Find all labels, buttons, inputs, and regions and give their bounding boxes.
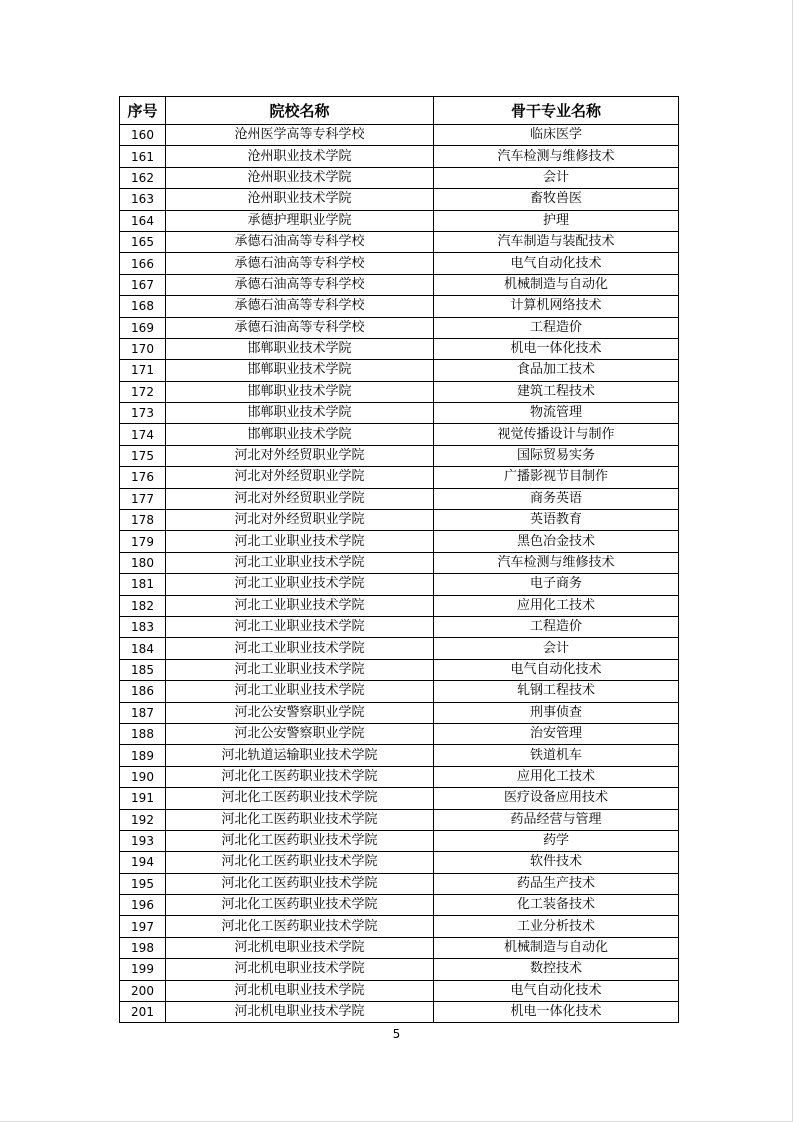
table-row [120, 488, 679, 509]
cell-school-name: 邯郸职业技术学院 [166, 381, 434, 402]
table-row [120, 895, 679, 916]
cell-major-name: 黑色冶金技术 [434, 531, 679, 552]
cell-school-name: 河北工业职业技术学院 [166, 552, 434, 573]
cell-major-name: 建筑工程技术 [434, 381, 679, 402]
cell-school-name: 沧州医学高等专科学校 [166, 125, 434, 146]
cell-school-name: 承德石油高等专科学校 [166, 296, 434, 317]
cell-index: 187 [120, 702, 166, 723]
cell-major-name: 畜牧兽医 [434, 189, 679, 210]
cell-school-name: 河北化工医药职业技术学院 [166, 895, 434, 916]
cell-index: 198 [120, 937, 166, 958]
table-row [120, 467, 679, 488]
table-row [120, 681, 679, 702]
cell-school-name: 河北工业职业技术学院 [166, 531, 434, 552]
cell-major-name: 英语教育 [434, 510, 679, 531]
cell-major-name: 机电一体化技术 [434, 1002, 679, 1023]
cell-major-name: 会计 [434, 167, 679, 188]
table-row [120, 317, 679, 338]
cell-major-name: 药品生产技术 [434, 873, 679, 894]
table-row [120, 830, 679, 851]
cell-index: 199 [120, 959, 166, 980]
cell-major-name: 刑事侦查 [434, 702, 679, 723]
cell-school-name: 沧州职业技术学院 [166, 189, 434, 210]
cell-index: 169 [120, 317, 166, 338]
cell-major-name: 视觉传播设计与制作 [434, 424, 679, 445]
cell-school-name: 河北机电职业技术学院 [166, 980, 434, 1001]
table-header-row [120, 97, 679, 125]
cell-major-name: 应用化工技术 [434, 595, 679, 616]
cell-index: 194 [120, 852, 166, 873]
cell-index: 175 [120, 445, 166, 466]
cell-index: 179 [120, 531, 166, 552]
cell-major-name: 物流管理 [434, 403, 679, 424]
table-row [120, 403, 679, 424]
cell-major-name: 电气自动化技术 [434, 659, 679, 680]
cell-major-name: 应用化工技术 [434, 766, 679, 787]
table-row [120, 916, 679, 937]
cell-index: 166 [120, 253, 166, 274]
cell-school-name: 承德石油高等专科学校 [166, 317, 434, 338]
table-row [120, 980, 679, 1001]
cell-school-name: 河北化工医药职业技术学院 [166, 852, 434, 873]
cell-school-name: 河北化工医药职业技术学院 [166, 809, 434, 830]
cell-index: 192 [120, 809, 166, 830]
table-row [120, 338, 679, 359]
table-row [120, 595, 679, 616]
table-row [120, 766, 679, 787]
cell-major-name: 电气自动化技术 [434, 253, 679, 274]
cell-index: 180 [120, 552, 166, 573]
cell-major-name: 汽车检测与维修技术 [434, 146, 679, 167]
cell-school-name: 承德石油高等专科学校 [166, 274, 434, 295]
cell-major-name: 数控技术 [434, 959, 679, 980]
cell-major-name: 机械制造与自动化 [434, 274, 679, 295]
cell-index: 164 [120, 210, 166, 231]
cell-school-name: 河北工业职业技术学院 [166, 638, 434, 659]
cell-major-name: 广播影视节目制作 [434, 467, 679, 488]
cell-major-name: 医疗设备应用技术 [434, 788, 679, 809]
cell-school-name: 河北化工医药职业技术学院 [166, 766, 434, 787]
table-row [120, 723, 679, 744]
cell-index: 178 [120, 510, 166, 531]
cell-school-name: 河北化工医药职业技术学院 [166, 916, 434, 937]
cell-major-name: 商务英语 [434, 488, 679, 509]
cell-school-name: 河北工业职业技术学院 [166, 574, 434, 595]
cell-major-name: 轧钢工程技术 [434, 681, 679, 702]
cell-school-name: 河北工业职业技术学院 [166, 681, 434, 702]
cell-index: 167 [120, 274, 166, 295]
cell-school-name: 河北机电职业技术学院 [166, 1002, 434, 1023]
table-row [120, 959, 679, 980]
cell-major-name: 计算机网络技术 [434, 296, 679, 317]
cell-major-name: 电气自动化技术 [434, 980, 679, 1001]
cell-school-name: 河北工业职业技术学院 [166, 659, 434, 680]
table-row [120, 552, 679, 573]
cell-major-name: 化工装备技术 [434, 895, 679, 916]
table-row [120, 852, 679, 873]
table-row [120, 231, 679, 252]
cell-school-name: 沧州职业技术学院 [166, 146, 434, 167]
table-row [120, 296, 679, 317]
cell-major-name: 汽车制造与装配技术 [434, 231, 679, 252]
cell-school-name: 河北对外经贸职业学院 [166, 510, 434, 531]
table-row [120, 574, 679, 595]
table-row [120, 424, 679, 445]
cell-index: 201 [120, 1002, 166, 1023]
table-row [120, 745, 679, 766]
cell-school-name: 河北机电职业技术学院 [166, 959, 434, 980]
table-row [120, 210, 679, 231]
cell-major-name: 汽车检测与维修技术 [434, 552, 679, 573]
cell-school-name: 河北对外经贸职业学院 [166, 488, 434, 509]
cell-index: 190 [120, 766, 166, 787]
cell-index: 176 [120, 467, 166, 488]
cell-index: 181 [120, 574, 166, 595]
cell-index: 183 [120, 616, 166, 637]
cell-major-name: 工程造价 [434, 317, 679, 338]
cell-major-name: 临床医学 [434, 125, 679, 146]
cell-school-name: 邯郸职业技术学院 [166, 338, 434, 359]
table-row [120, 1002, 679, 1023]
cell-major-name: 食品加工技术 [434, 360, 679, 381]
table-row [120, 381, 679, 402]
cell-index: 193 [120, 830, 166, 851]
cell-school-name: 承德石油高等专科学校 [166, 231, 434, 252]
cell-school-name: 河北对外经贸职业学院 [166, 445, 434, 466]
table-row [120, 125, 679, 146]
header-index: 序号 [120, 97, 166, 125]
table-row [120, 702, 679, 723]
table-row [120, 659, 679, 680]
cell-school-name: 河北工业职业技术学院 [166, 616, 434, 637]
cell-school-name: 河北化工医药职业技术学院 [166, 830, 434, 851]
table-row [120, 510, 679, 531]
table-row [120, 253, 679, 274]
table-row [120, 873, 679, 894]
cell-school-name: 承德石油高等专科学校 [166, 253, 434, 274]
cell-school-name: 沧州职业技术学院 [166, 167, 434, 188]
cell-school-name: 河北工业职业技术学院 [166, 595, 434, 616]
cell-major-name: 会计 [434, 638, 679, 659]
table-row [120, 274, 679, 295]
header-major-name: 骨干专业名称 [434, 97, 679, 125]
cell-index: 191 [120, 788, 166, 809]
cell-index: 163 [120, 189, 166, 210]
table-row [120, 360, 679, 381]
cell-index: 182 [120, 595, 166, 616]
cell-index: 174 [120, 424, 166, 445]
table-row [120, 616, 679, 637]
cell-index: 196 [120, 895, 166, 916]
cell-school-name: 邯郸职业技术学院 [166, 424, 434, 445]
cell-major-name: 机电一体化技术 [434, 338, 679, 359]
cell-school-name: 邯郸职业技术学院 [166, 360, 434, 381]
table-row [120, 146, 679, 167]
cell-index: 184 [120, 638, 166, 659]
cell-index: 177 [120, 488, 166, 509]
cell-school-name: 河北轨道运输职业技术学院 [166, 745, 434, 766]
cell-index: 200 [120, 980, 166, 1001]
table-row [120, 445, 679, 466]
cell-school-name: 河北机电职业技术学院 [166, 937, 434, 958]
cell-major-name: 工业分析技术 [434, 916, 679, 937]
cell-school-name: 河北化工医药职业技术学院 [166, 873, 434, 894]
cell-school-name: 河北公安警察职业学院 [166, 723, 434, 744]
cell-major-name: 铁道机车 [434, 745, 679, 766]
cell-index: 197 [120, 916, 166, 937]
cell-major-name: 软件技术 [434, 852, 679, 873]
cell-major-name: 国际贸易实务 [434, 445, 679, 466]
header-school-name: 院校名称 [166, 97, 434, 125]
table-row [120, 531, 679, 552]
cell-major-name: 药学 [434, 830, 679, 851]
table-row [120, 189, 679, 210]
cell-major-name: 机械制造与自动化 [434, 937, 679, 958]
table-row [120, 788, 679, 809]
cell-index: 172 [120, 381, 166, 402]
cell-index: 186 [120, 681, 166, 702]
cell-school-name: 承德护理职业学院 [166, 210, 434, 231]
cell-index: 171 [120, 360, 166, 381]
table-row [120, 638, 679, 659]
cell-index: 165 [120, 231, 166, 252]
cell-index: 195 [120, 873, 166, 894]
cell-school-name: 河北对外经贸职业学院 [166, 467, 434, 488]
cell-index: 161 [120, 146, 166, 167]
cell-index: 162 [120, 167, 166, 188]
table-row [120, 937, 679, 958]
cell-index: 188 [120, 723, 166, 744]
cell-index: 173 [120, 403, 166, 424]
table-row [120, 809, 679, 830]
cell-index: 189 [120, 745, 166, 766]
cell-major-name: 护理 [434, 210, 679, 231]
page-number: 5 [392, 1027, 401, 1041]
cell-major-name: 药品经营与管理 [434, 809, 679, 830]
cell-major-name: 工程造价 [434, 616, 679, 637]
cell-school-name: 邯郸职业技术学院 [166, 403, 434, 424]
majors-table [119, 96, 679, 1023]
cell-major-name: 电子商务 [434, 574, 679, 595]
cell-index: 185 [120, 659, 166, 680]
cell-school-name: 河北公安警察职业学院 [166, 702, 434, 723]
cell-school-name: 河北化工医药职业技术学院 [166, 788, 434, 809]
table-row [120, 167, 679, 188]
cell-index: 160 [120, 125, 166, 146]
cell-index: 168 [120, 296, 166, 317]
cell-index: 170 [120, 338, 166, 359]
cell-major-name: 治安管理 [434, 723, 679, 744]
